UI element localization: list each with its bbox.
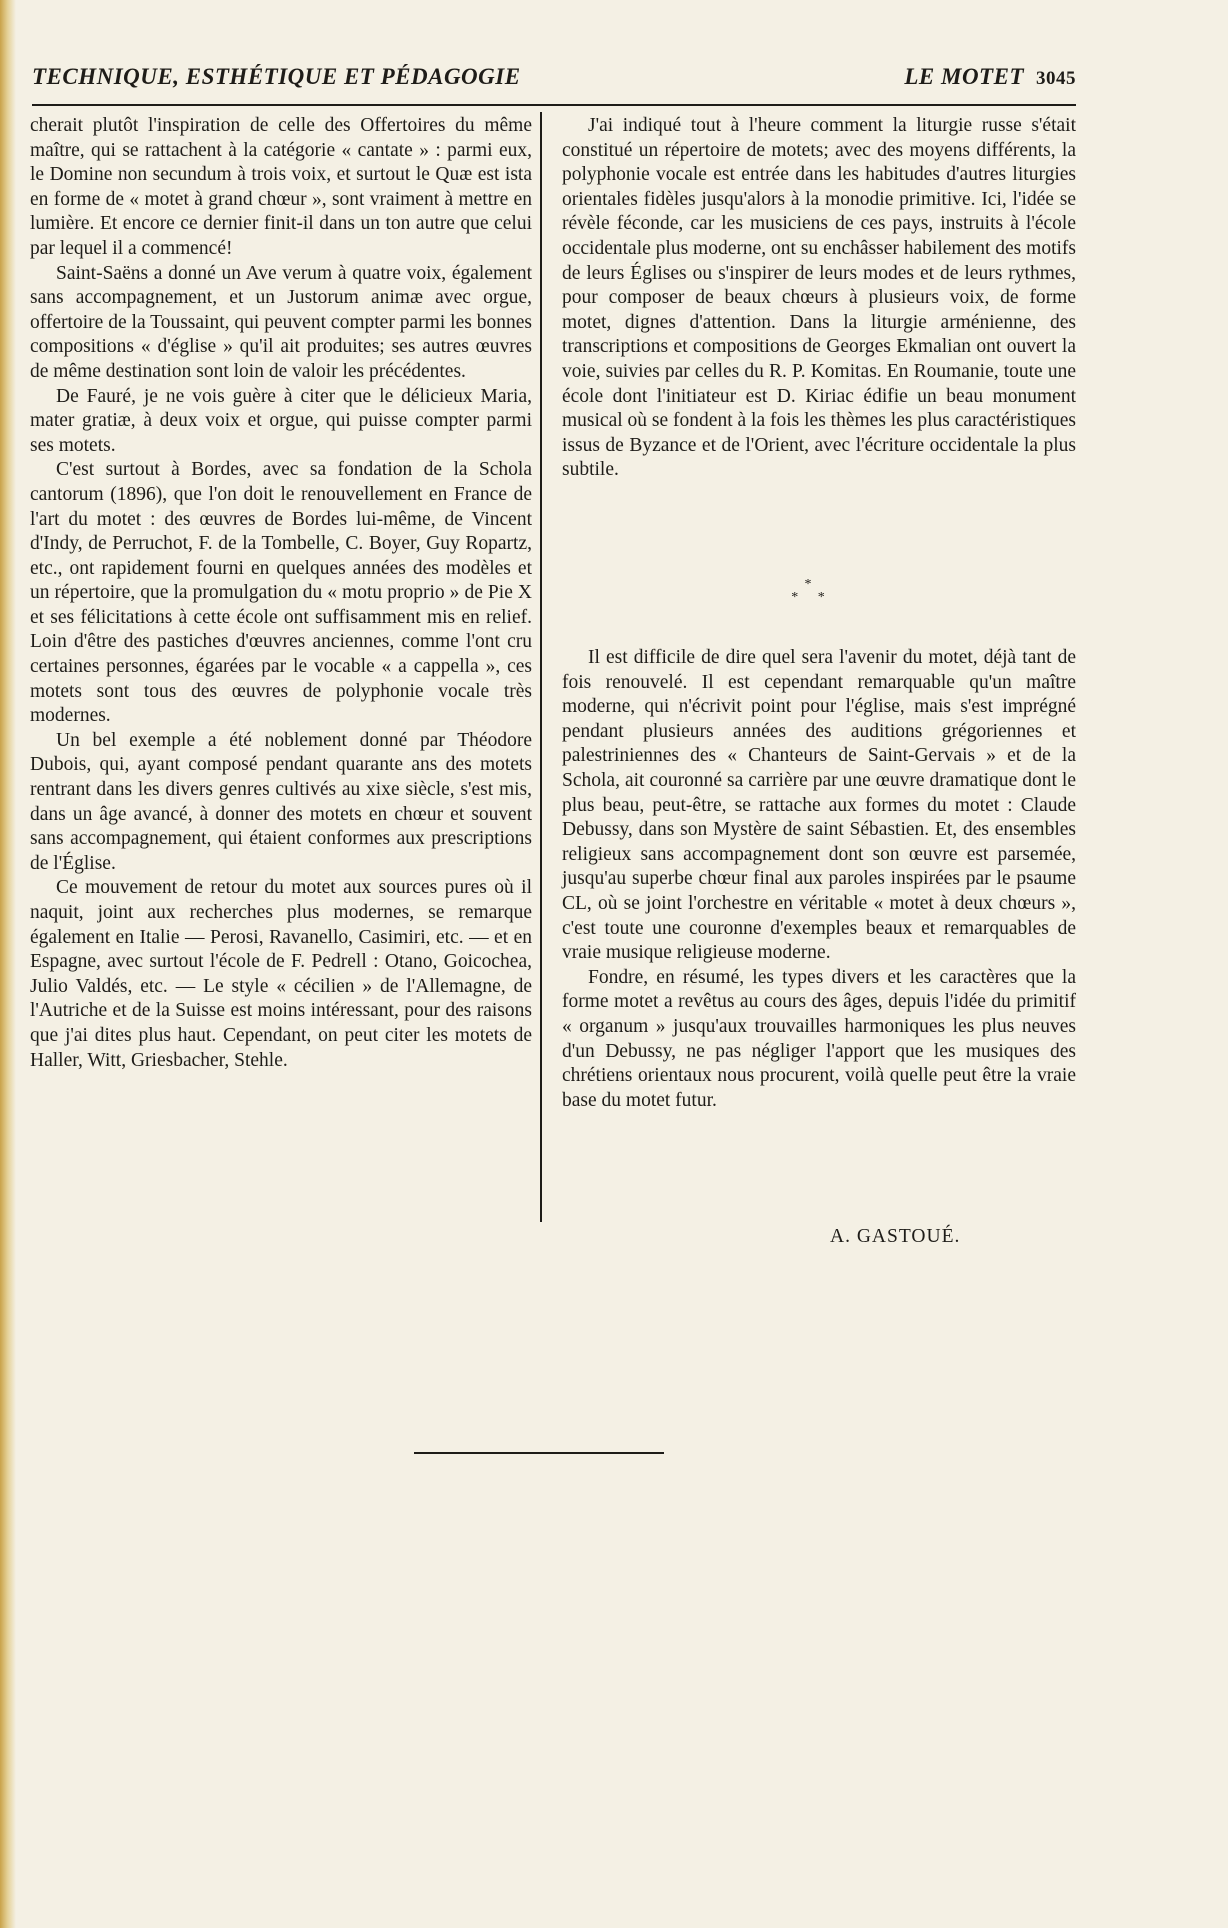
paragraph: Saint-Saëns a donné un Ave verum à quatre voix, également sans accompagnement, et un Justorum animæ avec orgue, offertoire de la Toussaint, qui peuvent compter parmi les bonnes compositions « d'église » qu'il ait produites; ses autres œuvres de même destination sont loin de valoir les précédentes. xyxy=(30,262,532,382)
paragraph: Ce mouvement de retour du motet aux sources pures où il naquit, joint aux recherches plus modernes, se remarque également en Italie — Perosi, Ravanello, Casimiri, etc. — et en Espagne, avec surtout l'école de F. Pedrell : Otano, Goicochea, Julio Valdés, etc. — Le style « cécilien » de l'Allemagne, de l'Autriche et de la Suisse est moins intéressant, pour des raisons que j'ai dites plus haut. Cependant, on peut citer les motets de Haller, Witt, Griesbacher, Stehle. xyxy=(30,877,532,1071)
paragraph: Un bel exemple a été noblement donné par Théodore Dubois, qui, ayant composé pendant quarante ans des motets rentrant dans les divers genres cultivés au xixe siècle, s'est mis, dans un âge avancé, à donner des motets en chœur et souvent sans accompagnement, qui étaient conformes aux prescriptions de l'Église. xyxy=(30,729,532,874)
header-right xyxy=(904,64,1076,90)
separator-stars-bottom: * * xyxy=(791,590,833,605)
running-header xyxy=(32,64,1076,106)
page-number: 3045 xyxy=(1036,68,1076,89)
paragraph: C'est surtout à Bordes, avec sa fondation de la Schola cantorum (1896), que l'on doit le renouvellement en France de l'art du motet : des œuvres de Bordes lui-même, de Vincent d'Indy, de Perruchot, F. de la Tombelle, C. Boyer, Guy Ropartz, etc., ont rapidement fourni en quelques années des modèles et un répertoire, que la promulgation du « motu proprio » de Pie X et ses félicitations à cette école ont suffisamment mis en relief. Loin d'être des pastiches d'œuvres anciennes, comme l'ont cru certaines personnes, égarées par le vocable « a cappella », ces motets sont tous des œuvres de polyphonie vocale très modernes. xyxy=(30,459,532,727)
separator-star-top: * xyxy=(804,577,820,592)
right-column-top xyxy=(562,114,1076,483)
section-separator xyxy=(782,578,842,618)
paragraph: Il est difficile de dire quel sera l'avenir du motet, déjà tant de fois renouvelé. Il est cependant remarquable qu'un maître moderne, qui n'écrivit point pour l'église, mais s'est imprégné pendant plusieurs années des auditions grégoriennes et palestriniennes des « Chanteurs de Saint-Gervais » et de la Schola, ait couronné sa carrière par une œuvre dramatique dont le plus beau, peut-être, se rattache aux formes du motet : Claude Debussy, dans son Mystère de saint Sébastien. Et, des ensembles religieux sans accompagnement dont son œuvre est parsemée, jusqu'au superbe chœur final aux paroles inspirées par le psaume CL, où se joint l'orchestre en véritable « motet à deux chœurs », c'est toute une couronne d'exemples beaux et remarquables de vraie musique religieuse moderne. xyxy=(562,647,1076,964)
paragraph: Fondre, en résumé, les types divers et les caractères que la forme motet a revêtus au cours des âges, depuis l'idée du primitif « organum » jusqu'aux trouvailles harmoniques les plus neuves d'un Debussy, ne pas négliger l'apport que les musiques des chrétiens orientaux nous procurent, voilà quelle peut être la vraie base du motet futur. xyxy=(562,966,1076,1111)
header-section-title: TECHNIQUE, ESTHÉTIQUE ET PÉDAGOGIE xyxy=(32,64,521,89)
page-binding-edge xyxy=(0,0,16,1928)
column-divider xyxy=(540,112,542,1222)
end-rule xyxy=(414,1452,664,1454)
paragraph: J'ai indiqué tout à l'heure comment la liturgie russe s'était constitué un répertoire de motets; avec des moyens différents, la polyphonie vocale est entrée dans les habitudes d'autres liturgies orientales fidèles jusqu'alors à la monodie primitive. Ici, l'idée se révèle féconde, car les musiciens de ces pays, instruits à l'école occidentale plus moderne, ont su enchâsser habilement des motifs de leurs Églises ou s'inspirer de leurs modes et de leurs rythmes, pour composer de beaux chœurs à plusieurs voix, de forme motet, dignes d'attention. Dans la liturgie arménienne, des transcriptions et compositions de Georges Ekmalian ont ouvert la voie, suivies par celles du R. P. Komitas. En Roumanie, toute une école dont l'initiateur est D. Kiriac édifie un beau monument musical où se fondent à la fois les thèmes les plus caractéristiques issus de Byzance et de l'Orient, avec l'écriture occidentale la plus subtile. xyxy=(562,115,1076,481)
paragraph: De Fauré, je ne vois guère à citer que le délicieux Maria, mater gratiæ, à deux voix et orgue, qui puisse compter parmi ses motets. xyxy=(30,385,532,456)
author-signature: A. GASTOUÉ. xyxy=(830,1226,961,1247)
left-column xyxy=(30,114,532,1073)
paragraph: cherait plutôt l'inspiration de celle des Offertoires du même maître, qui se rattachent à la catégorie « cantate » : parmi eux, le Domine non secundum à trois voix, et surtout le Quæ est ista en forme de « motet à grand chœur », sont vraiment à mettre en lumière. Et encore ce dernier finit-il dans un ton autre que celui par lequel il a commencé! xyxy=(30,115,532,259)
header-article-title: LE MOTET xyxy=(904,64,1024,89)
right-column-bottom xyxy=(562,646,1076,1113)
